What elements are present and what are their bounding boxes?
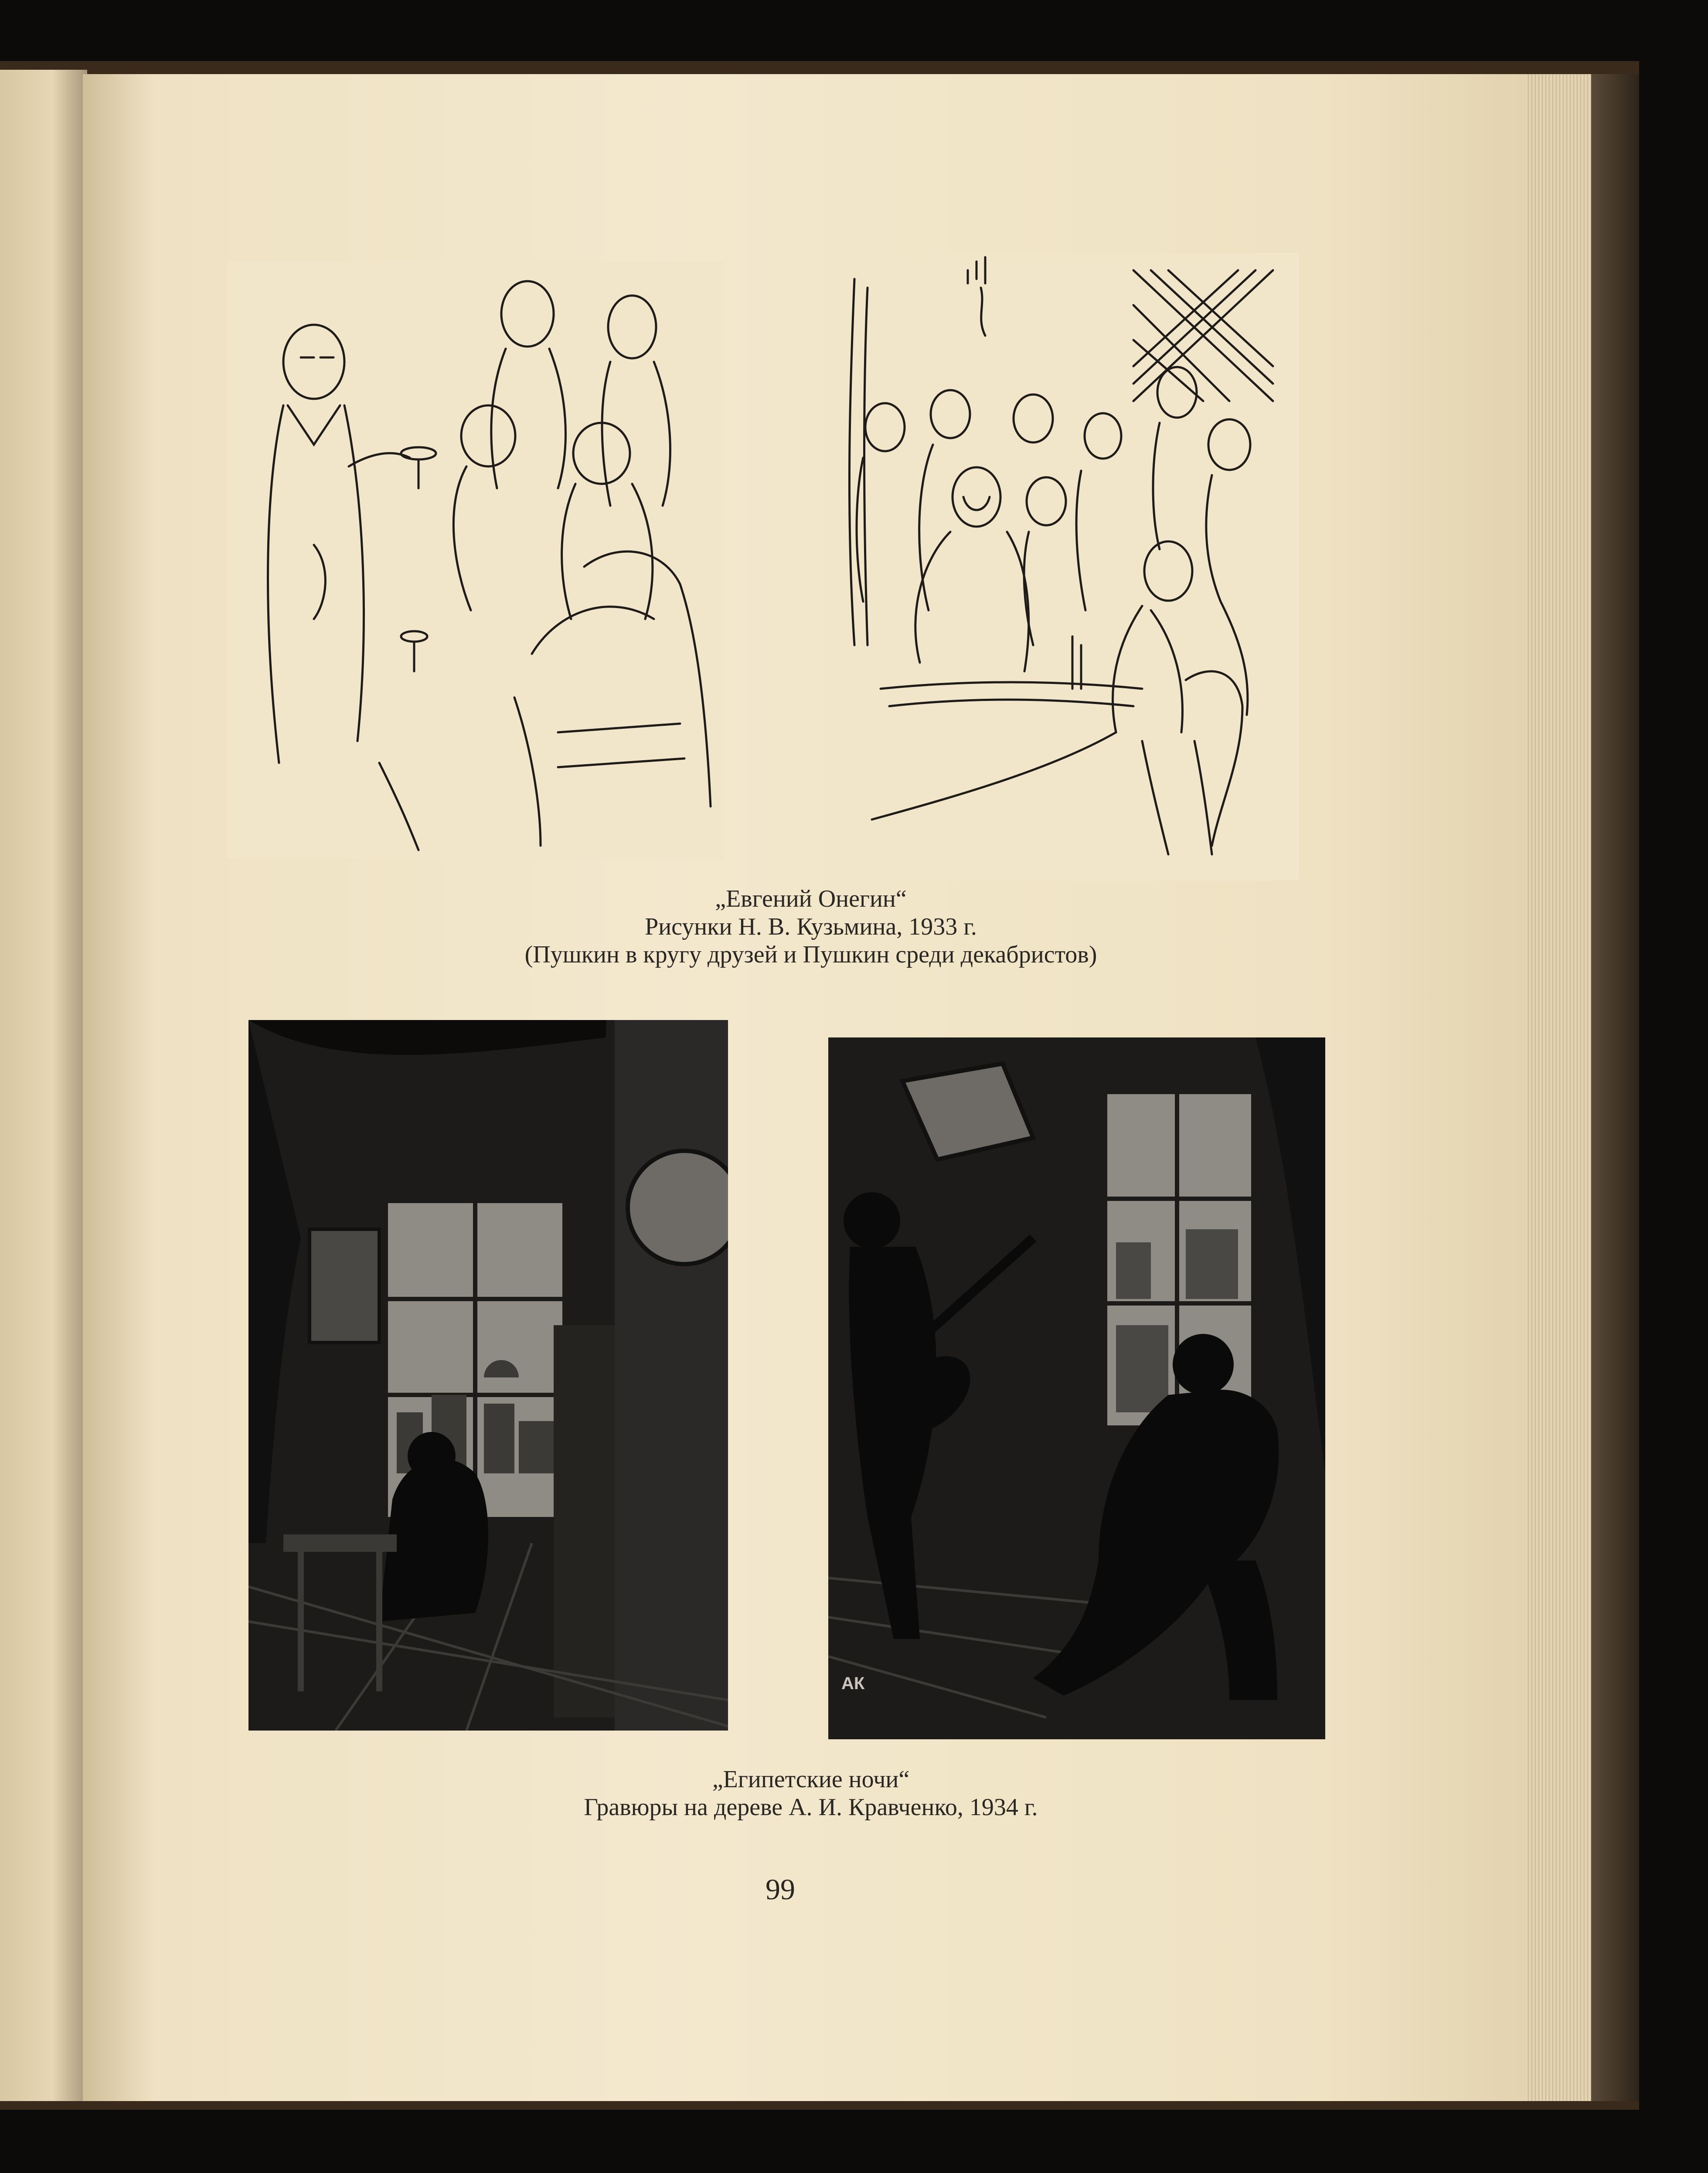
sketch-decembrists-drawing — [837, 253, 1299, 881]
sketch-friends-drawing — [227, 262, 724, 859]
book-cover-edge — [1591, 74, 1639, 2101]
engraving-writer-drawing — [248, 1020, 728, 1731]
caption-bottom-title: „Египетские ночи“ — [712, 1766, 910, 1793]
caption-top — [83, 885, 1539, 969]
engraver-signature: АК — [841, 1674, 865, 1693]
engraving-guitarist-drawing — [828, 1037, 1325, 1739]
caption-bottom-line1: Гравюры на дереве А. И. Кравченко, 1934 г. — [584, 1794, 1038, 1821]
caption-top-line2: (Пушкин в кругу друзей и Пушкин среди декабристов) — [524, 941, 1097, 968]
engraving-guitarist — [828, 1037, 1325, 1739]
caption-top-title: „Евгений Онегин“ — [715, 885, 907, 912]
caption-bottom — [83, 1765, 1539, 1821]
engraving-writer-at-window — [248, 1020, 728, 1731]
page-number: 99 — [766, 1873, 795, 1906]
illustration-decembrists-sketch — [837, 253, 1299, 881]
illustration-friends-sketch — [227, 262, 724, 859]
left-page-edge — [0, 70, 87, 2101]
caption-top-line1: Рисунки Н. В. Кузьмина, 1933 г. — [645, 913, 977, 940]
